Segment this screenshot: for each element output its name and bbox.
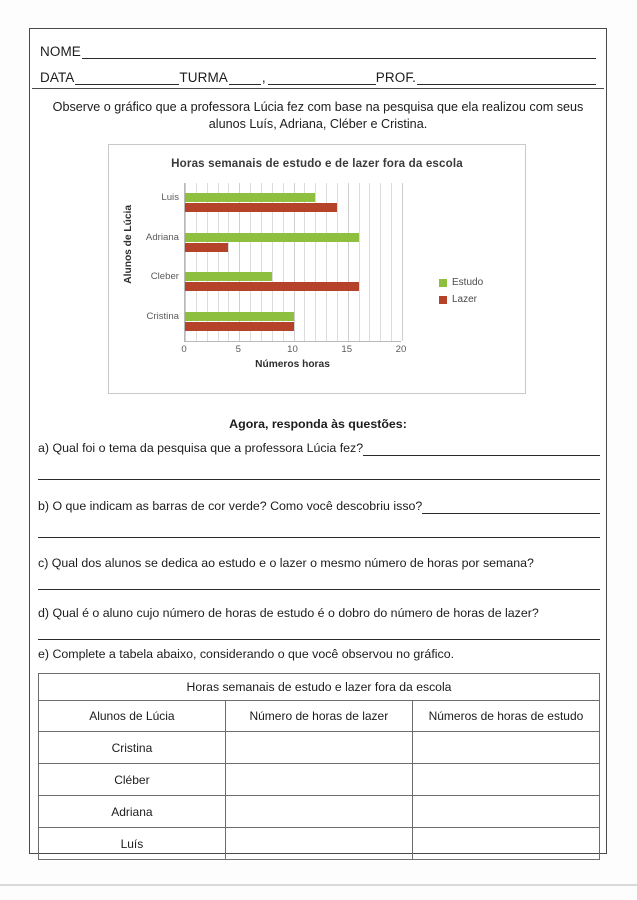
chart-category-label: Cristina xyxy=(146,310,179,322)
answer-rule-1[interactable] xyxy=(38,479,600,480)
chart-bar-group xyxy=(150,262,401,302)
legend-label: Lazer xyxy=(452,294,478,305)
table-caption-row xyxy=(39,674,600,701)
chart-bar-group xyxy=(161,183,401,223)
question-b-text: b) O que indicam as barras de cor verde? Como você descobriu isso? xyxy=(38,499,423,513)
question-a-text: a) Qual foi o tema da pesquisa que a professora Lúcia fez? xyxy=(38,441,364,455)
cell-leisure-hours[interactable] xyxy=(225,796,412,828)
cell-study-hours[interactable] xyxy=(412,732,599,764)
table-row xyxy=(39,732,600,764)
bar-chart xyxy=(108,144,526,394)
name-row xyxy=(40,35,596,59)
column-header-leisure: Número de horas de lazer xyxy=(225,701,412,732)
cell-study-hours[interactable] xyxy=(412,828,599,860)
question-d xyxy=(38,606,600,621)
legend-swatch-lazer xyxy=(439,296,447,304)
table-row xyxy=(39,796,600,828)
gridline xyxy=(402,183,403,341)
cell-study-hours[interactable] xyxy=(412,796,599,828)
cell-leisure-hours[interactable] xyxy=(225,764,412,796)
chart-bar-estudo xyxy=(185,272,272,281)
column-header-students: Alunos de Lúcia xyxy=(39,701,226,732)
identification-block xyxy=(32,31,604,89)
class-write-line[interactable] xyxy=(229,72,261,85)
question-c xyxy=(38,556,600,571)
legend-item xyxy=(439,294,483,305)
chart-category-label: Luis xyxy=(161,192,179,203)
cell-student-name: Cléber xyxy=(39,764,226,796)
chart-bar-lazer xyxy=(185,243,228,252)
chart-legend xyxy=(439,277,483,311)
date-class-teacher-row xyxy=(40,61,596,85)
chart-title: Horas semanais de estudo e de lazer fora da escola xyxy=(171,157,463,170)
cell-student-name: Cristina xyxy=(39,732,226,764)
question-b-answer-line[interactable] xyxy=(422,501,600,514)
completion-table xyxy=(38,673,600,860)
question-a-answer-line[interactable] xyxy=(363,443,600,456)
table-row xyxy=(39,764,600,796)
answer-rule-3[interactable] xyxy=(38,589,600,590)
name-label: NOME xyxy=(40,44,81,59)
table-caption: Horas semanais de estudo e lazer fora da escola xyxy=(39,674,600,701)
teacher-label: PROF. xyxy=(375,70,417,85)
cell-student-name: Luís xyxy=(39,828,226,860)
answer-rule-4[interactable] xyxy=(38,639,600,640)
date-label: DATA xyxy=(40,70,75,85)
cell-student-name: Adriana xyxy=(39,796,226,828)
questions-heading: Agora, responda às questões: xyxy=(229,417,407,431)
cell-study-hours[interactable] xyxy=(412,764,599,796)
table-body xyxy=(39,732,600,860)
answer-rule-2[interactable] xyxy=(38,537,600,538)
chart-bar-lazer xyxy=(185,203,337,212)
chart-category-label: Cleber xyxy=(150,271,179,282)
chart-plot-area xyxy=(145,183,401,341)
class-label: TURMA xyxy=(179,70,228,85)
completion-table-wrapper xyxy=(38,673,600,860)
class-extra-write-line[interactable] xyxy=(268,72,376,85)
question-b xyxy=(38,499,600,514)
teacher-write-line[interactable] xyxy=(417,72,596,85)
table-row xyxy=(39,828,600,860)
comma-separator: , xyxy=(261,70,266,85)
sheet-frame xyxy=(29,28,607,854)
cell-leisure-hours[interactable] xyxy=(225,732,412,764)
chart-x-tick: 15 xyxy=(341,344,353,355)
question-d-text: d) Qual é o aluno cujo número de horas de estudo é o dobro do número de horas de lazer? xyxy=(38,606,539,620)
chart-bar-estudo xyxy=(185,312,294,321)
chart-bar-lazer xyxy=(185,322,294,331)
legend-label: Estudo xyxy=(452,277,484,288)
chart-bar-estudo xyxy=(185,233,359,242)
chart-bar-group xyxy=(145,223,401,263)
chart-bar-estudo xyxy=(185,193,315,202)
page-bottom-rule xyxy=(0,884,637,886)
intro-text: Observe o gráfico que a professora Lúcia fez com base na pesquisa que ela realizou com seus alunos Luís, Adriana, Cléber e Cristina. xyxy=(52,100,584,131)
chart-x-tick: 20 xyxy=(395,344,407,355)
chart-x-tick: 0 xyxy=(181,344,187,355)
chart-bar-lazer xyxy=(185,282,359,291)
chart-category-label: Adriana xyxy=(145,231,179,243)
legend-swatch-estudo xyxy=(439,279,447,287)
cell-leisure-hours[interactable] xyxy=(225,828,412,860)
question-e xyxy=(38,647,600,662)
date-write-line[interactable] xyxy=(75,72,179,85)
chart-y-axis-title: Alunos de Lúcia xyxy=(123,205,134,284)
chart-x-tick: 10 xyxy=(287,344,298,355)
chart-x-axis-title: Números horas xyxy=(255,359,330,370)
chart-bar-group xyxy=(146,302,401,342)
question-c-text: c) Qual dos alunos se dedica ao estudo e o lazer o mesmo número de horas por semana? xyxy=(38,556,534,570)
chart-x-tick: 5 xyxy=(235,344,241,355)
column-header-study: Números de horas de estudo xyxy=(412,701,599,732)
question-a xyxy=(38,441,600,456)
name-write-line[interactable] xyxy=(82,46,596,59)
table-header-row xyxy=(39,701,600,732)
question-e-text: e) Complete a tabela abaixo, considerando o que você observou no gráfico. xyxy=(38,647,455,661)
chart-x-tick-labels xyxy=(181,344,407,358)
legend-item xyxy=(439,277,483,288)
chart-x-axis-line xyxy=(184,341,401,342)
